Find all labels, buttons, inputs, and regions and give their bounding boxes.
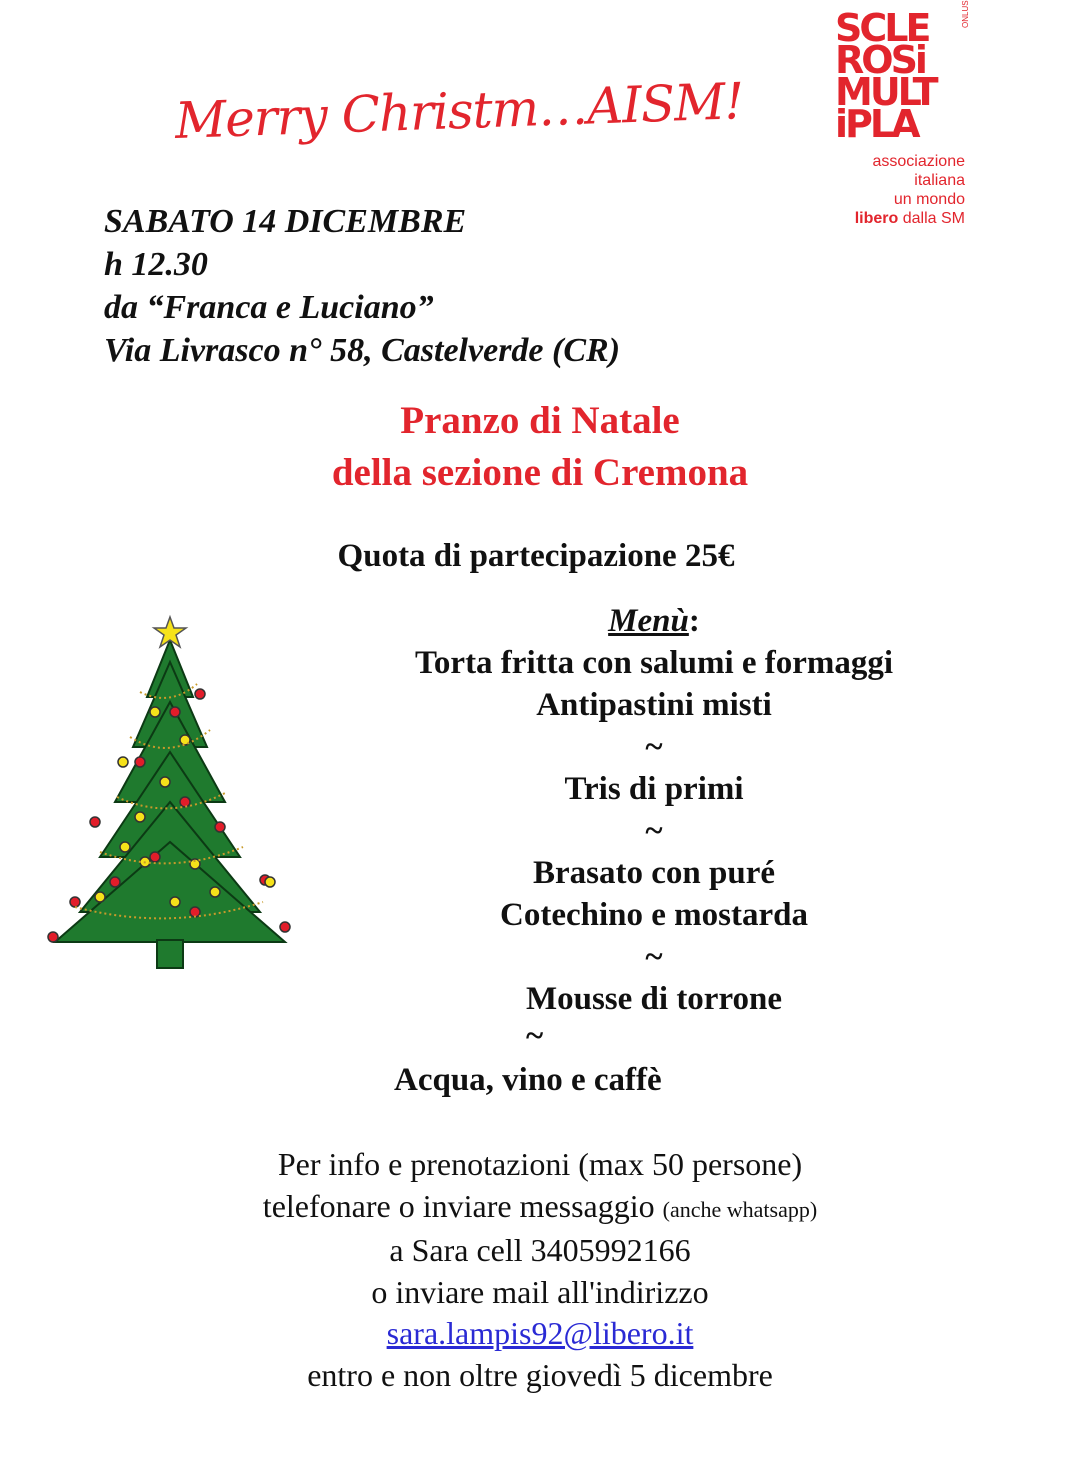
info-line: Per info e prenotazioni (max 50 persone) (277, 1146, 803, 1182)
logo-word: MULT (835, 70, 936, 114)
logo-onlus: ONLUS (961, 0, 970, 28)
menu-drinks: Acqua, vino e caffè (394, 1062, 662, 1098)
logo-sub-line: un mondo (893, 191, 965, 208)
info-contact-text: telefonare o inviare messaggio (262, 1187, 663, 1224)
info-phone: a Sara cell 3405992166 (389, 1232, 691, 1268)
greeting-title: Merry Christm…AISM! (173, 72, 745, 150)
email-link[interactable]: sara.lampis92@libero.it (386, 1315, 694, 1351)
menu-item: Torta fritta con salumi e formaggi (414, 645, 894, 681)
booking-info (0, 1144, 1080, 1396)
logo-sub-line (855, 209, 965, 228)
menu-separator: ~ (526, 1018, 544, 1054)
event-time: h 12.30 (104, 246, 208, 283)
title-line: Pranzo di Natale (400, 399, 680, 442)
logo-sub-rest: dalla SM (898, 210, 965, 227)
logo-word: iPLA (835, 102, 918, 146)
event-details (104, 200, 620, 372)
aism-logo (835, 0, 985, 232)
menu-separator: ~ (645, 939, 663, 975)
logo-sub-line: italiana (914, 172, 965, 189)
christmas-tree-icon (45, 612, 295, 982)
logo-word: ROSi (835, 38, 925, 82)
menu-item: Antipastini misti (536, 687, 772, 723)
menu-item: Cotechino e mostarda (500, 897, 808, 933)
menu-separator: ~ (645, 813, 663, 849)
info-line (0, 1186, 1080, 1231)
event-address: Via Livrasco n° 58, Castelverde (CR) (104, 332, 621, 369)
menu-heading (384, 600, 924, 642)
logo-word: SCLE (835, 6, 929, 50)
menu-separator: ~ (645, 729, 663, 765)
menu-item: Tris di primi (564, 771, 744, 807)
logo-sub-bold: libero (854, 210, 899, 227)
menu-heading-colon: : (688, 603, 700, 639)
participation-fee: Quota di partecipazione 25€ (337, 538, 735, 574)
info-whatsapp-note: (anche whatsapp) (662, 1196, 818, 1222)
menu-item: Brasato con puré (533, 855, 775, 891)
menu-heading-text: Menù (608, 603, 689, 639)
menu-section (384, 600, 924, 1020)
menu-item: Mousse di torrone (525, 981, 783, 1017)
logo-subtitle (855, 152, 965, 228)
event-date: SABATO 14 DICEMBRE (104, 203, 467, 240)
lunch-title (0, 395, 1080, 499)
logo-sub-line: associazione (872, 153, 965, 170)
info-line: o inviare mail all'indirizzo (371, 1273, 709, 1310)
info-deadline: entro e non oltre giovedì 5 dicembre (307, 1356, 773, 1393)
title-line: della sezione di Cremona (331, 451, 749, 494)
event-venue: da “Franca e Luciano” (104, 289, 434, 326)
